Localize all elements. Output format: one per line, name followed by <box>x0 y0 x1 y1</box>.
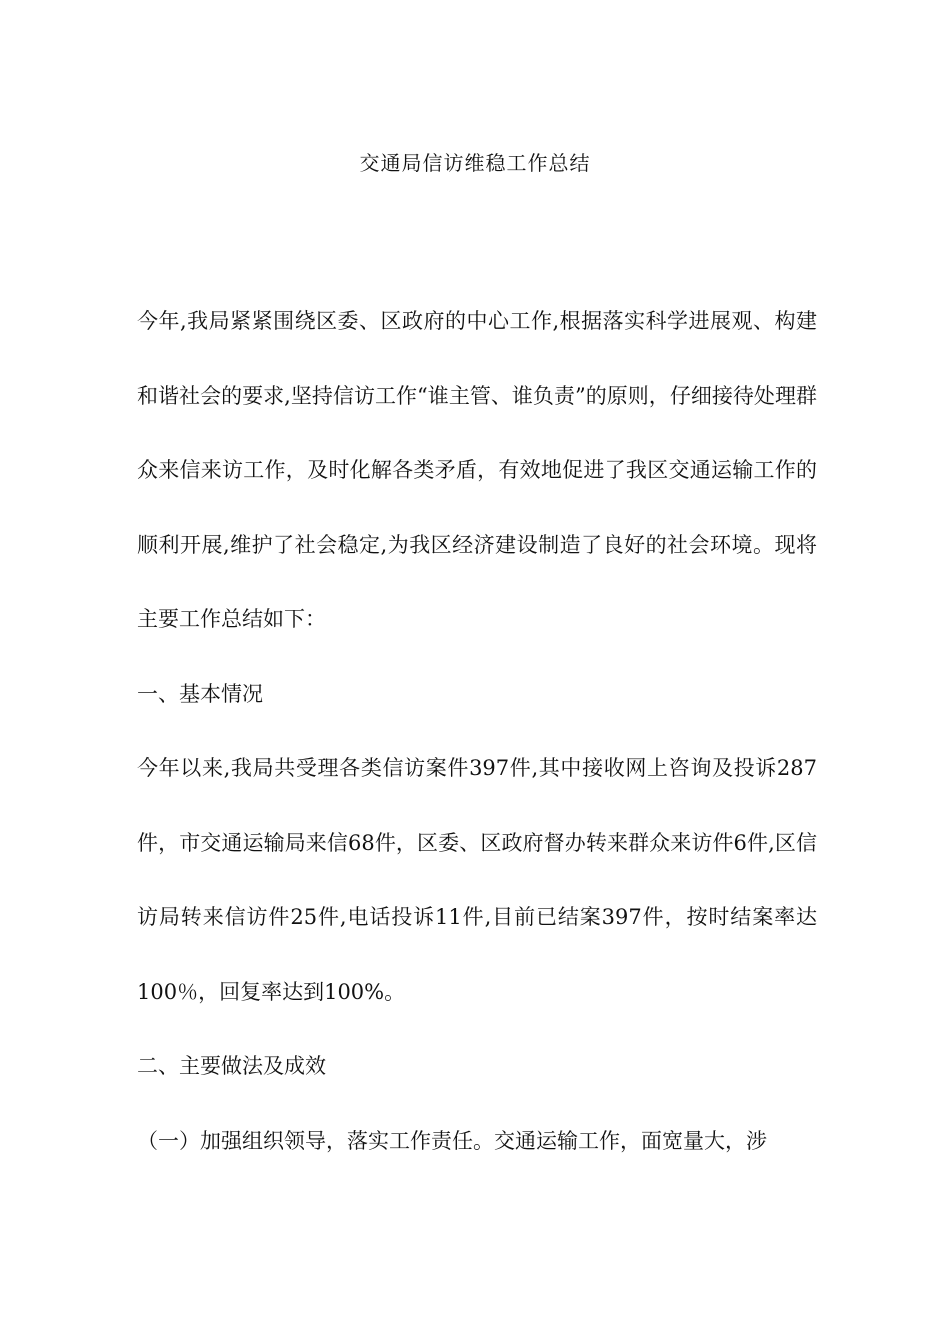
basic-situation-paragraph: 今年以来,我局共受理各类信访案件397件,其中接收网上咨询及投诉287件，市交通运输局来信68件，区委、区政府督办转来群众来访件6件,区信访局转来信访件25件,电话投诉11件,目前已结案397件，按时结案率达100％，回复率达到100%。 <box>137 756 817 1004</box>
document-body <box>137 284 817 1178</box>
section-heading-basic-situation: 一、基本情况 <box>137 681 263 706</box>
section-heading-main-measures: 二、主要做法及成效 <box>137 1054 326 1078</box>
intro-paragraph: 今年,我局紧紧围绕区委、区政府的中心工作,根据落实科学进展观、构建和谐社会的要求,坚持信访工作“谁主管、谁负责”的原则，仔细接待处理群众来信来访工作，及时化解各类矛盾，有效地促进了我区交通运输工作的顺利开展,维护了社会稳定,为我区经济建设制造了良好的社会环境。现将主要工作总结如下： <box>137 309 817 631</box>
measure-one-paragraph: （一）加强组织领导，落实工作责任。交通运输工作，面宽量大，涉 <box>137 1128 767 1153</box>
document-title: 交通局信访维稳工作总结 <box>359 151 591 175</box>
